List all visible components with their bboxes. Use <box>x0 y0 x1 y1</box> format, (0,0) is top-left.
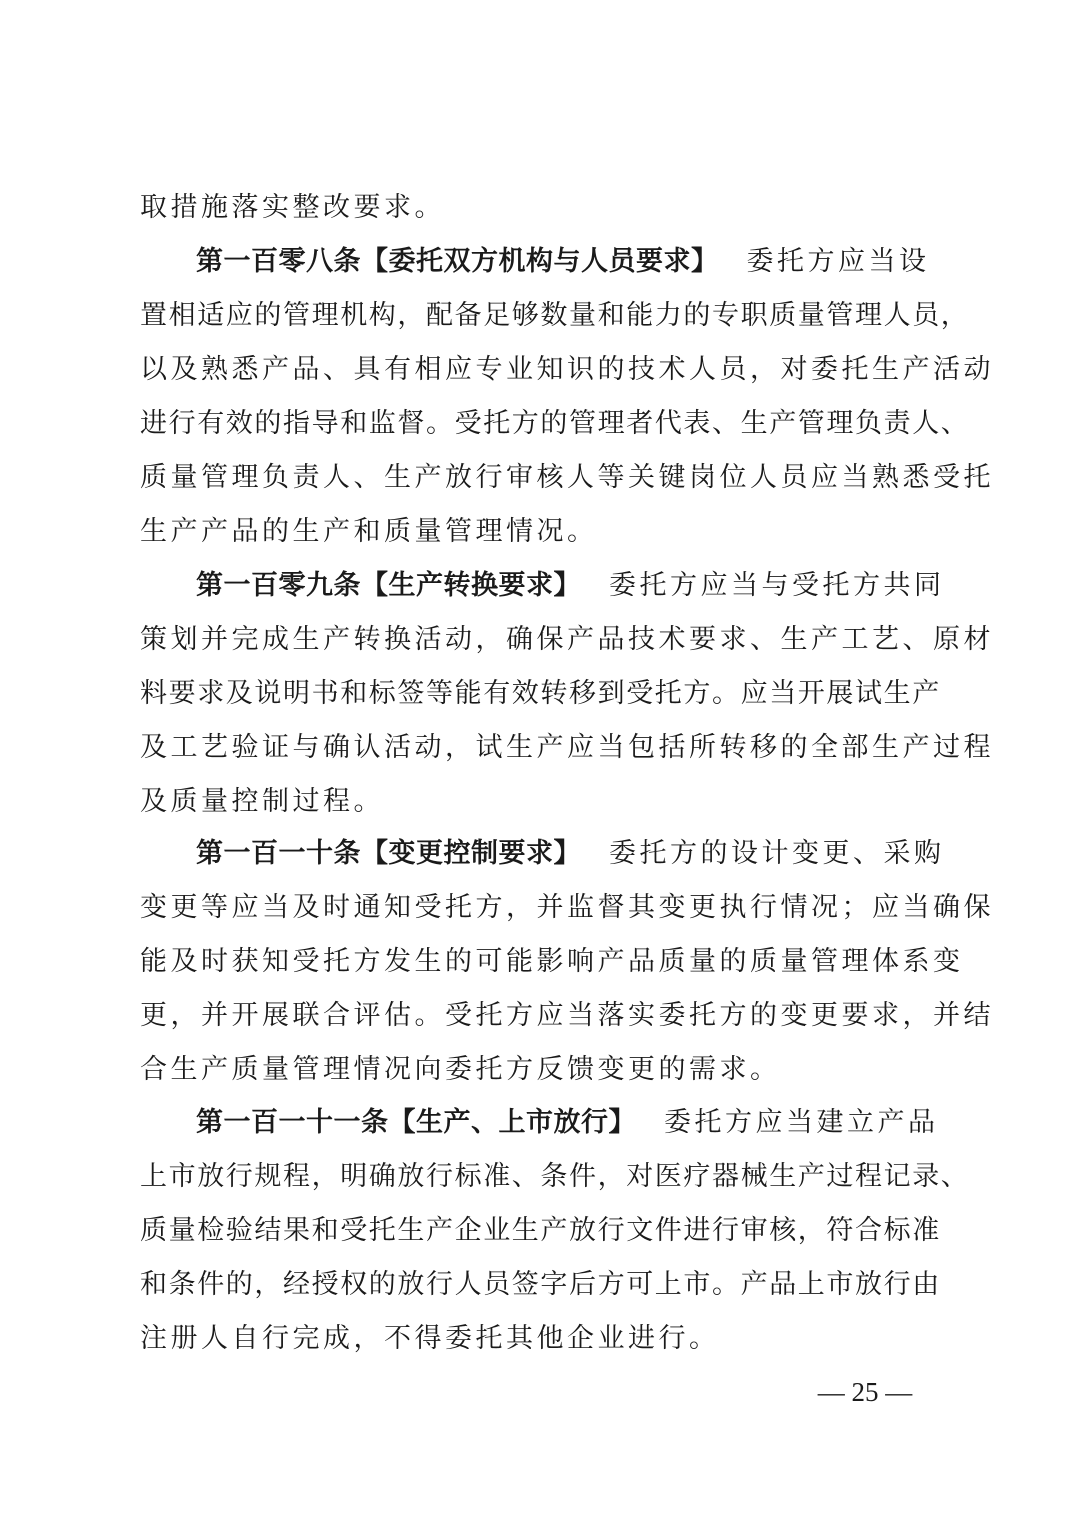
body-line: 变更等应当及时通知受托方，并监督其变更执行情况；应当确保 <box>140 892 994 923</box>
body-line: 质量检验结果和受托生产企业生产放行文件进行审核，符合标准 <box>140 1215 941 1246</box>
article-111-first-line <box>196 1103 946 1143</box>
body-line: 生产产品的生产和质量管理情况。 <box>140 516 598 547</box>
article-lead-text: 委托方应当建立产品 <box>664 1107 939 1138</box>
body-line: 质量管理负责人、生产放行审核人等关键岗位人员应当熟悉受托 <box>140 462 994 493</box>
article-110-first-line <box>196 834 946 874</box>
article-heading: 第一百零九条【生产转换要求】 <box>196 570 581 601</box>
article-108-first-line <box>196 242 946 282</box>
body-line: 注册人自行完成，不得委托其他企业进行。 <box>140 1323 720 1354</box>
body-line: 合生产质量管理情况向委托方反馈变更的需求。 <box>140 1054 781 1085</box>
body-line: 置相适应的管理机构，配备足够数量和能力的专职质量管理人员， <box>140 300 970 331</box>
body-line: 取措施落实整改要求。 <box>140 192 445 223</box>
article-lead-text: 委托方应当与受托方共同 <box>609 570 945 601</box>
article-lead-text: 委托方应当设 <box>746 246 930 277</box>
article-lead-text: 委托方的设计变更、采购 <box>609 838 945 869</box>
article-heading: 第一百一十条【变更控制要求】 <box>196 838 581 869</box>
article-109-first-line <box>196 566 946 606</box>
body-line: 及工艺验证与确认活动，试生产应当包括所转移的全部生产过程 <box>140 732 994 763</box>
body-line: 能及时获知受托方发生的可能影响产品质量的质量管理体系变 <box>140 946 964 977</box>
body-line: 以及熟悉产品、具有相应专业知识的技术人员，对委托生产活动 <box>140 354 994 385</box>
body-line: 和条件的，经授权的放行人员签字后方可上市。产品上市放行由 <box>140 1269 941 1300</box>
article-heading: 第一百一十一条【生产、上市放行】 <box>196 1107 636 1138</box>
body-line: 更，并开展联合评估。受托方应当落实委托方的变更要求，并结 <box>140 1000 994 1031</box>
page-number: — 25 — <box>817 1377 913 1407</box>
body-line: 及质量控制过程。 <box>140 786 384 817</box>
body-line: 进行有效的指导和监督。受托方的管理者代表、生产管理负责人、 <box>140 408 970 439</box>
article-heading: 第一百零八条【委托双方机构与人员要求】 <box>196 246 719 277</box>
body-line: 料要求及说明书和标签等能有效转移到受托方。应当开展试生产 <box>140 678 941 709</box>
body-line: 策划并完成生产转换活动，确保产品技术要求、生产工艺、原材 <box>140 624 994 655</box>
body-line: 上市放行规程，明确放行标准、条件，对医疗器械生产过程记录、 <box>140 1161 970 1192</box>
